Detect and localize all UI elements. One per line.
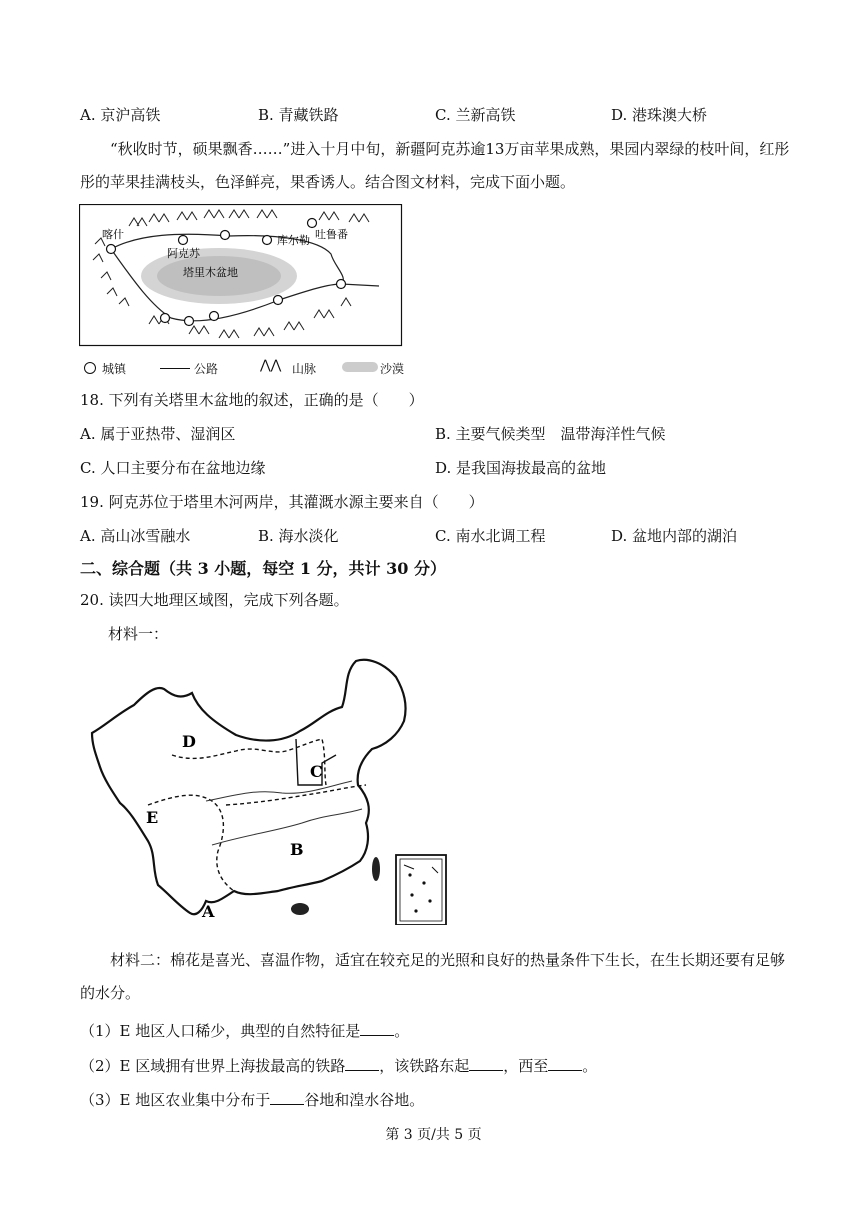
q20-sub3-text: （3）E 地区农业集中分布于 bbox=[80, 1091, 271, 1109]
q18-stem: 18. 下列有关塔里木盆地的叙述，正确的是（ ） bbox=[80, 391, 424, 409]
q20-sub2-text2: ，该铁路东起 bbox=[379, 1057, 470, 1075]
section2-title: 二、综合题（共 3 小题，每空 1 分，共计 30 分） bbox=[80, 559, 446, 578]
q19-options bbox=[80, 525, 800, 547]
town-legend-icon bbox=[84, 362, 96, 374]
q17-option-c: C. 兰新高铁 bbox=[435, 106, 516, 124]
q20-sub3 bbox=[80, 1089, 424, 1110]
q20-sub1-end: 。 bbox=[394, 1022, 410, 1040]
q19-stem: 19. 阿克苏位于塔里木河两岸，其灌溉水源主要来自（ ） bbox=[80, 493, 484, 511]
hainan-island bbox=[291, 903, 309, 915]
desert-legend-icon bbox=[342, 362, 378, 372]
q20-sub2-text: （2）E 区域拥有世界上海拔最高的铁路 bbox=[80, 1057, 346, 1075]
place-tarim-basin: 塔里木盆地 bbox=[183, 266, 238, 279]
place-korla: 库尔勒 bbox=[277, 234, 310, 247]
label-a: A bbox=[202, 902, 215, 921]
region-label-d: D bbox=[182, 732, 196, 751]
q19-option-d: D. 盆地内部的湖泊 bbox=[611, 527, 738, 545]
q20-stem: 20. 读四大地理区域图，完成下列各题。 bbox=[80, 591, 349, 609]
q18-options-row2 bbox=[80, 457, 800, 479]
legend-road: 公路 bbox=[194, 362, 219, 376]
q17-option-d: D. 港珠澳大桥 bbox=[611, 106, 708, 124]
region-label-c: C bbox=[310, 762, 323, 781]
china-regions-map bbox=[86, 655, 452, 925]
intro-paragraph: “秋收时节，硕果飘香……”进入十月中旬，新疆阿克苏逾13万亩苹果成熟，果园内翠绿的枝叶间，红彤彤的苹果挂满枝头，色泽鲜亮，果香诱人。结合图文材料，完成下面小题。 bbox=[80, 140, 790, 191]
q17-option-b: B. 青藏铁路 bbox=[258, 106, 339, 124]
answer-blank[interactable] bbox=[270, 1090, 304, 1105]
q18-option-b: B. 主要气候类型 温带海洋性气候 bbox=[435, 425, 666, 443]
tarim-basin-map bbox=[79, 204, 403, 347]
road-legend-icon bbox=[160, 368, 190, 369]
q19-option-c: C. 南水北调工程 bbox=[435, 527, 546, 545]
place-aksu: 阿克苏 bbox=[167, 247, 200, 260]
answer-blank[interactable] bbox=[469, 1056, 503, 1071]
answer-blank[interactable] bbox=[360, 1021, 394, 1036]
south-china-sea-inset bbox=[396, 855, 446, 925]
legend-mountain: 山脉 bbox=[292, 362, 317, 376]
q19-option-b: B. 海水淡化 bbox=[258, 527, 339, 545]
q17-options bbox=[80, 104, 800, 126]
q17-option-a: A. 京沪高铁 bbox=[80, 106, 161, 124]
taiwan-island bbox=[372, 857, 380, 881]
q19-option-a: A. 高山冰雪融水 bbox=[80, 527, 191, 545]
q20-sub1-text: （1）E 地区人口稀少，典型的自然特征是 bbox=[80, 1022, 361, 1040]
mountain-legend-icon: ⋀⋀ bbox=[260, 358, 282, 373]
answer-blank[interactable] bbox=[548, 1056, 582, 1071]
place-turpan: 吐鲁番 bbox=[315, 228, 348, 241]
q18-option-a: A. 属于亚热带、湿润区 bbox=[80, 425, 236, 443]
q20-sub1 bbox=[80, 1020, 409, 1041]
material2-paragraph: 材料二：棉花是喜光、喜温作物，适宜在较充足的光照和良好的热量条件下生长，在生长期还要有足够的水分。 bbox=[80, 951, 786, 1002]
china-outline bbox=[92, 660, 406, 914]
region-label-b: B bbox=[290, 840, 304, 859]
page-footer: 第 3 页/共 5 页 bbox=[385, 1127, 482, 1143]
legend-town: 城镇 bbox=[102, 362, 127, 376]
q18-options-row1 bbox=[80, 423, 800, 445]
q18-option-d: D. 是我国海拔最高的盆地 bbox=[435, 459, 607, 477]
q20-sub2-text3: ，西至 bbox=[503, 1057, 549, 1075]
q20-sub2 bbox=[80, 1055, 597, 1076]
region-label-e: E bbox=[146, 808, 159, 827]
q18-option-c: C. 人口主要分布在盆地边缘 bbox=[80, 459, 266, 477]
place-kashgar: 喀什 bbox=[102, 228, 124, 241]
answer-blank[interactable] bbox=[345, 1056, 379, 1071]
material1-label: 材料一： bbox=[108, 625, 169, 643]
legend-desert: 沙漠 bbox=[380, 362, 405, 376]
river-line bbox=[206, 781, 352, 801]
q20-sub2-end: 。 bbox=[582, 1057, 598, 1075]
q20-sub3-end: 谷地和湟水谷地。 bbox=[304, 1091, 425, 1109]
